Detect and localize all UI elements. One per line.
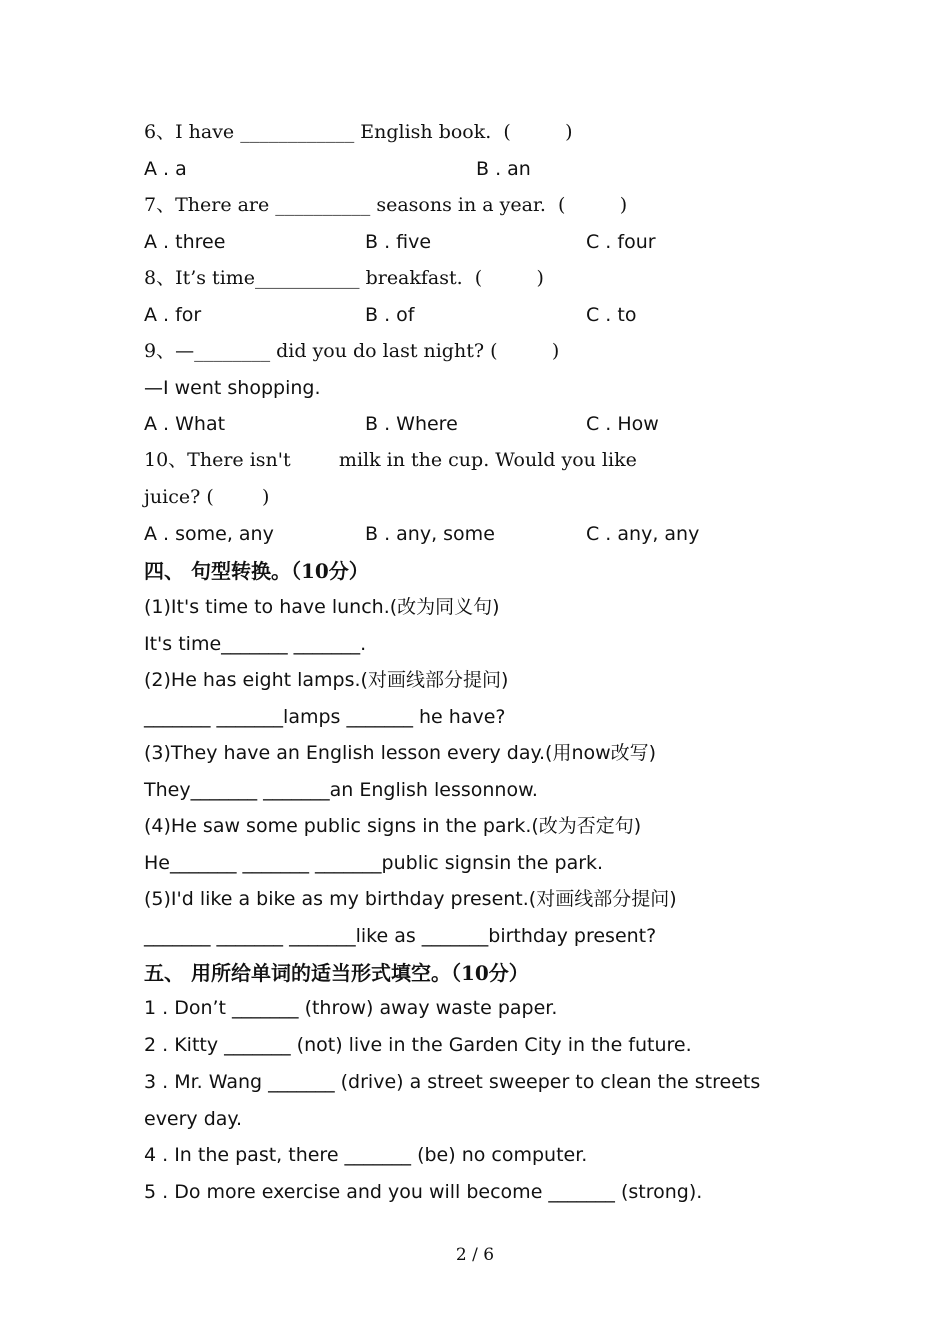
q10-option-c: C . any, any — [586, 523, 700, 545]
s4-item-5-question: (5)I'd like a bike as my birthday present.(对画线部分提问) — [144, 888, 677, 910]
q6-option-b: B . an — [476, 158, 531, 180]
s4-item-1-question: (1)It's time to have lunch.(改为同义句) — [144, 596, 500, 618]
q7-option-b: B . five — [365, 231, 432, 253]
question-7: 7、There are __________ seasons in a year. ( ) — [144, 194, 628, 216]
q10-option-b: B . any, some — [365, 523, 495, 545]
question-8: 8、It’s time___________ breakfast. ( ) — [144, 267, 544, 289]
s5-item-5: 5 . Do more exercise and you will become _______ (strong). — [144, 1181, 703, 1203]
q8-option-b: B . of — [365, 304, 415, 326]
s4-item-2-question: (2)He has eight lamps.(对画线部分提问) — [144, 669, 509, 691]
q7-option-c: C . four — [586, 231, 656, 253]
s4-item-3-answer: They_______ _______an English lessonnow. — [144, 779, 538, 801]
q10-option-a: A . some, any — [144, 523, 274, 545]
q9-option-c: C . How — [586, 413, 659, 435]
q7-option-a: A . three — [144, 231, 226, 253]
q9-option-a: A . What — [144, 413, 226, 435]
s4-item-2-answer: _______ _______lamps _______ he have? — [144, 706, 506, 728]
q8-option-c: C . to — [586, 304, 637, 326]
s5-item-2: 2 . Kitty _______ (not) live in the Garden City in the future. — [144, 1034, 692, 1056]
page-number: 2 / 6 — [455, 1245, 495, 1265]
s4-item-5-answer: _______ _______ _______like as _______birthday present? — [144, 925, 657, 947]
s5-item-3: 3 . Mr. Wang _______ (drive) a street sweeper to clean the streets — [144, 1071, 761, 1093]
s4-item-4-question: (4)He saw some public signs in the park.(改为否定句) — [144, 815, 642, 837]
section-5-heading: 五、 用所给单词的适当形式填空。（10分） — [144, 961, 529, 985]
s4-item-1-answer: It's time_______ _______. — [144, 633, 367, 655]
q9-option-b: B . Where — [365, 413, 458, 435]
question-9: 9、—________ did you do last night? ( ) — [144, 340, 560, 362]
question-10-cont: juice? ( ) — [144, 486, 270, 508]
section-4-heading: 四、 句型转换。（10分） — [144, 559, 369, 583]
s4-item-3-question: (3)They have an English lesson every day.(用now改写) — [144, 742, 657, 764]
s4-item-4-answer: He_______ _______ _______public signsin the park. — [144, 852, 604, 874]
q8-option-a: A . for — [144, 304, 202, 326]
question-6: 6、I have ____________ English book. ( ) — [144, 121, 573, 143]
q6-option-a: A . a — [144, 158, 187, 180]
s5-item-1: 1 . Don’t _______ (throw) away waste paper. — [144, 997, 558, 1019]
question-10: 10、There isn't milk in the cup. Would you like — [144, 449, 637, 471]
q9-reply: —I went shopping. — [144, 377, 321, 399]
s5-item-3-cont: every day. — [144, 1108, 242, 1130]
s5-item-4: 4 . In the past, there _______ (be) no computer. — [144, 1144, 588, 1166]
